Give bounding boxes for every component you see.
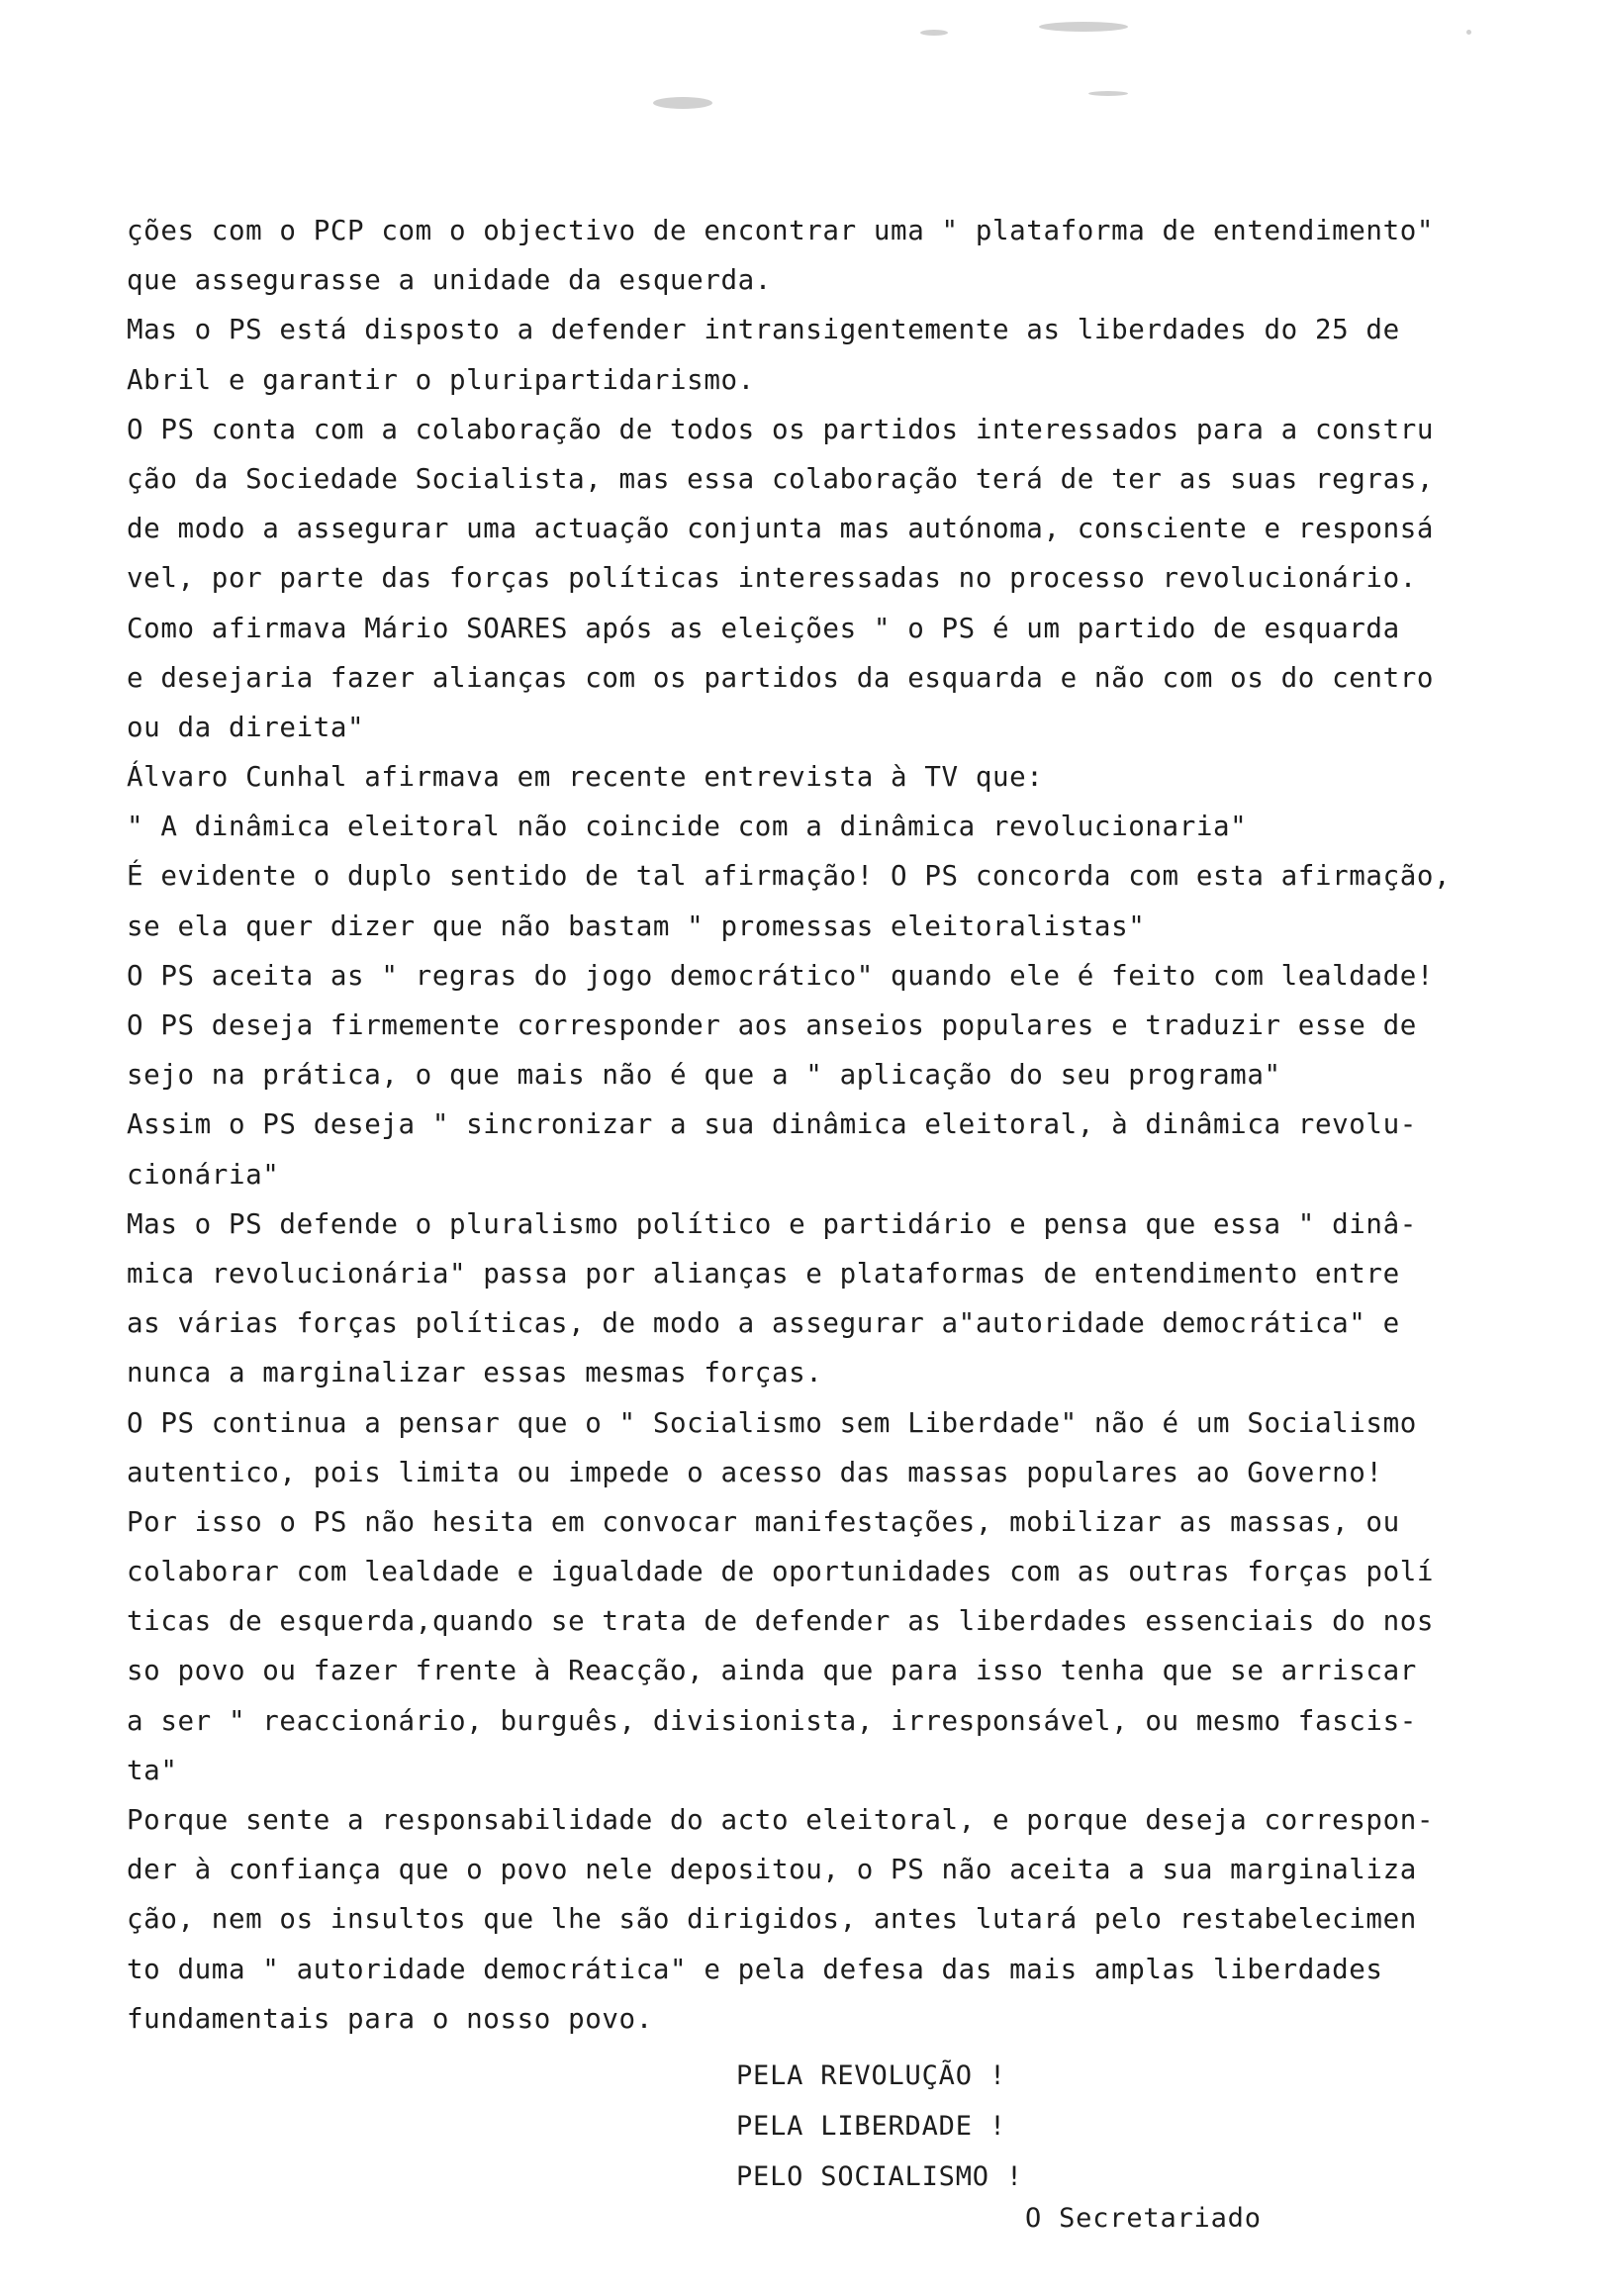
- text-line: de modo a assegurar uma actuação conjunta mas autónoma, consciente e responsá: [127, 513, 1435, 545]
- slogan-line: PELO SOCIALISMO !: [736, 2161, 1023, 2192]
- text-line: Por isso o PS não hesita em convocar manifestações, mobilizar as massas, ou: [127, 1505, 1400, 1538]
- scan-smudge: [653, 97, 712, 109]
- slogan-line: PELA LIBERDADE !: [736, 2111, 1006, 2142]
- text-line: Mas o PS está disposto a defender intransigentemente as liberdades do 25 de: [127, 314, 1400, 346]
- text-line: ta": [127, 1754, 178, 1786]
- text-line: ou da direita": [127, 711, 365, 743]
- closing-slogans: [736, 2051, 1429, 2202]
- text-line: O PS conta com a colaboração de todos os partidos interessados para a constru: [127, 413, 1435, 445]
- text-line: nunca a marginalizar essas mesmas forças.: [127, 1357, 823, 1389]
- text-line: Como afirmava Mário SOARES após as eleições " o PS é um partido de esquarda: [127, 612, 1400, 644]
- text-line: fundamentais para o nosso povo.: [127, 2002, 653, 2035]
- signature: O Secretariado: [1025, 2203, 1262, 2234]
- text-line: ticas de esquerda,quando se trata de defender as liberdades essenciais do nos: [127, 1605, 1435, 1638]
- text-line: se ela quer dizer que não bastam " promessas eleitoralistas": [127, 909, 1146, 942]
- scan-smudge: [1466, 30, 1471, 35]
- scan-smudge: [1088, 91, 1128, 96]
- text-line: a ser " reaccionário, burguês, divisionista, irresponsável, ou mesmo fascis-: [127, 1704, 1417, 1737]
- text-line: mica revolucionária" passa por alianças e plataformas de entendimento entre: [127, 1257, 1400, 1290]
- text-line: O PS continua a pensar que o " Socialismo sem Liberdade" não é um Socialismo: [127, 1406, 1417, 1439]
- text-line: Mas o PS defende o pluralismo político e partidário e pensa que essa " dinâ-: [127, 1207, 1417, 1240]
- text-line: der à confiança que o povo nele depositou, o PS não aceita a sua marginaliza: [127, 1854, 1417, 1886]
- text-line: e desejaria fazer alianças com os partidos da esquarda e não com os do centro: [127, 661, 1435, 694]
- letter-body: [127, 206, 1532, 2044]
- scan-smudge: [920, 30, 948, 36]
- text-line: " A dinâmica eleitoral não coincide com a dinâmica revolucionaria": [127, 811, 1248, 843]
- text-line: O PS aceita as " regras do jogo democrático" quando ele é feito com lealdade!: [127, 959, 1435, 992]
- text-line: as várias forças políticas, de modo a assegurar a"autoridade democrática" e: [127, 1307, 1400, 1340]
- text-line: Assim o PS deseja " sincronizar a sua dinâmica eleitoral, à dinâmica revolu-: [127, 1108, 1417, 1141]
- text-line: O PS deseja firmemente corresponder aos anseios populares e traduzir esse de: [127, 1009, 1417, 1041]
- text-line: ção da Sociedade Socialista, mas essa colaboração terá de ter as suas regras,: [127, 462, 1435, 495]
- text-line: vel, por parte das forças políticas interessadas no processo revolucionário.: [127, 562, 1417, 595]
- text-line: to duma " autoridade democrática" e pela defesa das mais amplas liberdades: [127, 1953, 1383, 1985]
- scan-smudge: [1039, 22, 1128, 32]
- text-line: Abril e garantir o pluripartidarismo.: [127, 363, 755, 396]
- text-line: ção, nem os insultos que lhe são dirigidos, antes lutará pelo restabelecimen: [127, 1903, 1417, 1936]
- text-line: autentico, pois limita ou impede o acesso das massas populares ao Governo!: [127, 1456, 1383, 1488]
- text-line: Porque sente a responsabilidade do acto eleitoral, e porque deseja correspon-: [127, 1804, 1435, 1836]
- text-line: so povo ou fazer frente à Reacção, ainda que para isso tenha que se arriscar: [127, 1655, 1417, 1687]
- text-line: ções com o PCP com o objectivo de encontrar uma " plataforma de entendimento": [127, 215, 1435, 246]
- text-line: É evidente o duplo sentido de tal afirmação! O PS concorda com esta afirmação,: [127, 860, 1452, 893]
- text-line: colaborar com lealdade e igualdade de oportunidades com as outras forças polí: [127, 1556, 1435, 1588]
- text-line: sejo na prática, o que mais não é que a " aplicação do seu programa": [127, 1059, 1281, 1092]
- text-line: Álvaro Cunhal afirmava em recente entrevista à TV que:: [127, 761, 1044, 794]
- slogan-line: PELA REVOLUÇÃO !: [736, 2060, 1006, 2091]
- text-line: que assegurasse a unidade da esquerda.: [127, 264, 772, 297]
- text-line: cionária": [127, 1158, 280, 1191]
